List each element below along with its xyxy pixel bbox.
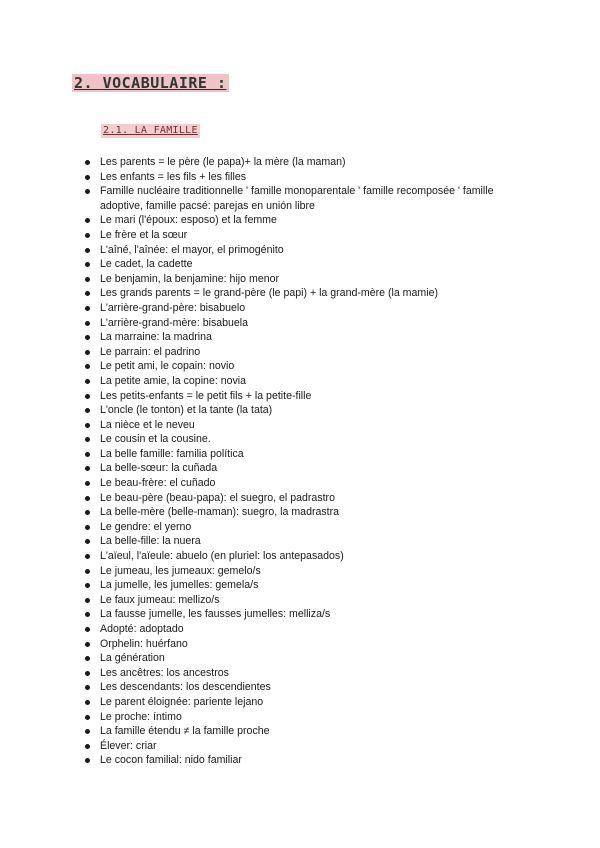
list-item: Le gendre: el yerno	[82, 520, 527, 535]
bullet-icon	[85, 175, 90, 180]
subsection-heading: 2.1. LA FAMILLE	[103, 125, 198, 136]
bullet-icon	[85, 700, 90, 705]
list-item: Le beau-père (beau-papa): el suegro, el padrastro	[82, 491, 527, 506]
list-item: Les enfants = les fils + les filles	[82, 170, 527, 185]
bullet-icon	[85, 218, 90, 223]
list-item: L'arrière-grand-père: bisabuelo	[82, 301, 527, 316]
bullet-icon	[85, 321, 90, 326]
list-item: Le cadet, la cadette	[82, 257, 527, 272]
bullet-icon	[85, 481, 90, 486]
list-item: La jumelle, les jumelles: gemela/s	[82, 578, 527, 593]
list-item: L'aîné, l'aînée: el mayor, el primogénito	[82, 243, 527, 258]
bullet-icon	[85, 408, 90, 413]
bullet-icon	[85, 656, 90, 661]
bullet-icon	[85, 744, 90, 749]
bullet-icon	[85, 248, 90, 253]
bullet-icon	[85, 496, 90, 501]
bullet-icon	[85, 291, 90, 296]
bullet-icon	[85, 379, 90, 384]
bullet-icon	[85, 262, 90, 267]
bullet-icon	[85, 583, 90, 588]
list-item: La fausse jumelle, les fausses jumelles: melliza/s	[82, 607, 527, 622]
bullet-icon	[85, 437, 90, 442]
bullet-icon	[85, 598, 90, 603]
list-item: La belle-fille: la nuera	[82, 534, 527, 549]
bullet-icon	[85, 364, 90, 369]
bullet-icon	[85, 306, 90, 311]
bullet-icon	[85, 189, 90, 194]
list-item: L'arrière-grand-mère: bisabuela	[82, 316, 527, 331]
list-item: Les ancêtres: los ancestros	[82, 666, 527, 681]
list-item: Les parents = le père (le papa)+ la mère (la maman)	[82, 155, 527, 170]
list-item: Le parrain: el padrino	[82, 345, 527, 360]
list-item: La génération	[82, 651, 527, 666]
bullet-icon	[85, 642, 90, 647]
bullet-icon	[85, 554, 90, 559]
list-item: La belle famille: familia política	[82, 447, 527, 462]
bullet-icon	[85, 277, 90, 282]
list-item: Élever: criar	[82, 739, 527, 754]
bullet-icon	[85, 233, 90, 238]
bullet-icon	[85, 423, 90, 428]
list-item: Le frère et la sœur	[82, 228, 527, 243]
list-item: La marraine: la madrina	[82, 330, 527, 345]
bullet-icon	[85, 452, 90, 457]
list-item: Les grands parents = le grand-père (le papi) + la grand-mère (la mamie)	[82, 286, 527, 301]
bullet-icon	[85, 466, 90, 471]
list-item: Le faux jumeau: mellizo/s	[82, 593, 527, 608]
bullet-icon	[85, 394, 90, 399]
list-item: Le mari (l'époux: esposo) et la femme	[82, 213, 527, 228]
bullet-icon	[85, 335, 90, 340]
bullet-icon	[85, 685, 90, 690]
vocabulary-list	[82, 155, 527, 768]
bullet-icon	[85, 671, 90, 676]
list-item: Le cocon familial: nido familiar	[82, 753, 527, 768]
list-item: Le parent éloignée: pariente lejano	[82, 695, 527, 710]
bullet-icon	[85, 627, 90, 632]
list-item: Orphelin: huérfano	[82, 637, 527, 652]
bullet-icon	[85, 715, 90, 720]
list-item: La famille étendu ≠ la famille proche	[82, 724, 527, 739]
bullet-icon	[85, 612, 90, 617]
list-item: Le cousin et la cousine.	[82, 432, 527, 447]
list-item: Le jumeau, les jumeaux: gemelo/s	[82, 564, 527, 579]
bullet-icon	[85, 350, 90, 355]
list-item: L'aïeul, l'aïeule: abuelo (en pluriel: los antepasados)	[82, 549, 527, 564]
list-item: La petite amie, la copine: novia	[82, 374, 527, 389]
list-item: Le benjamin, la benjamine: hijo menor	[82, 272, 527, 287]
list-item: Adopté: adoptado	[82, 622, 527, 637]
list-item: Le beau-frère: el cuñado	[82, 476, 527, 491]
bullet-icon	[85, 160, 90, 165]
bullet-icon	[85, 510, 90, 515]
list-item: Famille nucléaire traditionnelle ' famille monoparentale ' famille recomposée ' famille adoptive, famille pacsé: parejas en unión libre	[82, 184, 527, 213]
section-heading: 2. VOCABULAIRE :	[74, 74, 227, 92]
list-item: Les petits-enfants = le petit fils + la petite-fille	[82, 389, 527, 404]
list-item: La nièce et le neveu	[82, 418, 527, 433]
bullet-icon	[85, 539, 90, 544]
bullet-icon	[85, 758, 90, 763]
list-item: Les descendants: los descendientes	[82, 680, 527, 695]
list-item: Le petit ami, le copain: novio	[82, 359, 527, 374]
list-item: Le proche: íntimo	[82, 710, 527, 725]
list-item: La belle-sœur: la cuñada	[82, 461, 527, 476]
bullet-icon	[85, 569, 90, 574]
list-item: La belle-mère (belle-maman): suegro, la madrastra	[82, 505, 527, 520]
bullet-icon	[85, 729, 90, 734]
bullet-icon	[85, 525, 90, 530]
list-item: L'oncle (le tonton) et la tante (la tata)	[82, 403, 527, 418]
